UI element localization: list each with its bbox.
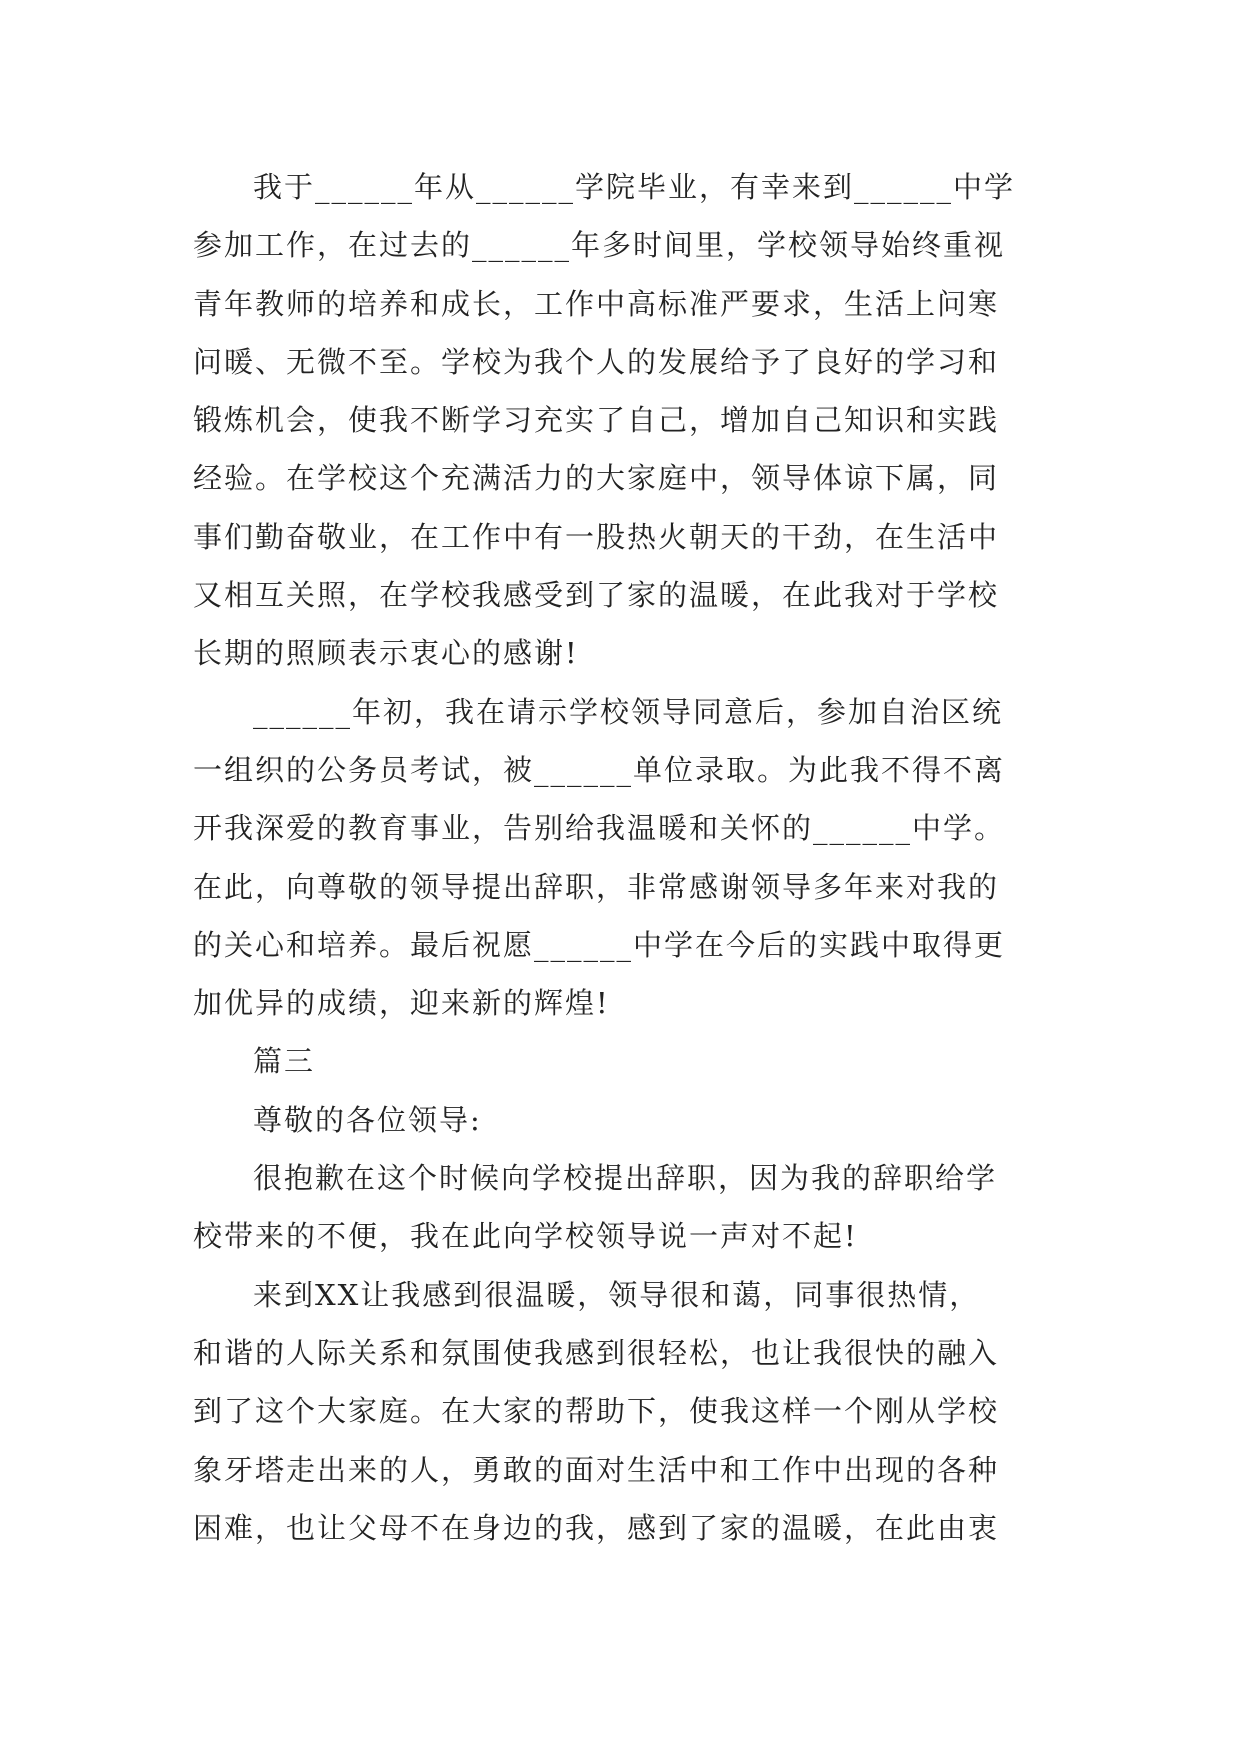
paragraph-4 xyxy=(193,1266,1063,1557)
text-line: 参加工作，在过去的______年多时间里，学校领导始终重视 xyxy=(193,228,1006,263)
text-line: 和谐的人际关系和氛围使我感到很轻松，也让我很快的融入 xyxy=(193,1335,1000,1370)
text-line: 来到XX让我感到很温暖，领导很和蔼，同事很热情， xyxy=(253,1277,981,1312)
salutation-text: 尊敬的各位领导: xyxy=(253,1102,482,1137)
text-line: 我于______年从______学院毕业，有幸来到______中学 xyxy=(253,170,1016,204)
text-line: 经验。在学校这个充满活力的大家庭中，领导体谅下属，同 xyxy=(193,461,1000,496)
text-line: ______年初，我在请示学校领导同意后，参加自治区统 xyxy=(253,694,1004,729)
section-heading xyxy=(193,1032,1063,1090)
text-line: 到了这个大家庭。在大家的帮助下，使我这样一个刚从学校 xyxy=(193,1394,1000,1429)
document-body xyxy=(193,158,1063,1557)
text-line: 长期的照顾表示衷心的感谢! xyxy=(193,636,579,671)
text-line: 问暖、无微不至。学校为我个人的发展给予了良好的学习和 xyxy=(193,344,1000,379)
text-line: 加优异的成绩，迎来新的辉煌! xyxy=(193,986,610,1021)
text-line: 事们勤奋敬业，在工作中有一股热火朝天的干劲，在生活中 xyxy=(193,519,1000,554)
text-line: 在此，向尊敬的领导提出辞职，非常感谢领导多年来对我的 xyxy=(193,869,1000,904)
text-line: 象牙塔走出来的人，勇敢的面对生活中和工作中出现的各种 xyxy=(193,1452,1000,1487)
salutation xyxy=(193,1091,1063,1149)
text-line: 困难，也让父母不在身边的我，感到了家的温暖，在此由衷 xyxy=(193,1510,1000,1545)
text-line: 开我深爱的教育事业，告别给我温暖和关怀的______中学。 xyxy=(193,811,1006,846)
text-line: 的关心和培养。最后祝愿______中学在今后的实践中取得更 xyxy=(193,927,1006,962)
text-line: 很抱歉在这个时候向学校提出辞职，因为我的辞职给学 xyxy=(253,1161,998,1196)
text-line: 锻炼机会，使我不断学习充实了自己，增加自己知识和实践 xyxy=(193,403,1000,438)
text-line: 青年教师的培养和成长，工作中高标准严要求，生活上问寒 xyxy=(193,286,1000,321)
text-line: 一组织的公务员考试，被______单位录取。为此我不得不离 xyxy=(193,752,1006,787)
paragraph-2 xyxy=(193,683,1063,1033)
section-heading-text: 篇三 xyxy=(253,1044,316,1079)
paragraph-3 xyxy=(193,1149,1063,1266)
text-line: 又相互关照，在学校我感受到了家的温暖，在此我对于学校 xyxy=(193,578,1000,613)
paragraph-1 xyxy=(193,158,1063,683)
text-line: 校带来的不便，我在此向学校领导说一声对不起! xyxy=(193,1219,858,1254)
